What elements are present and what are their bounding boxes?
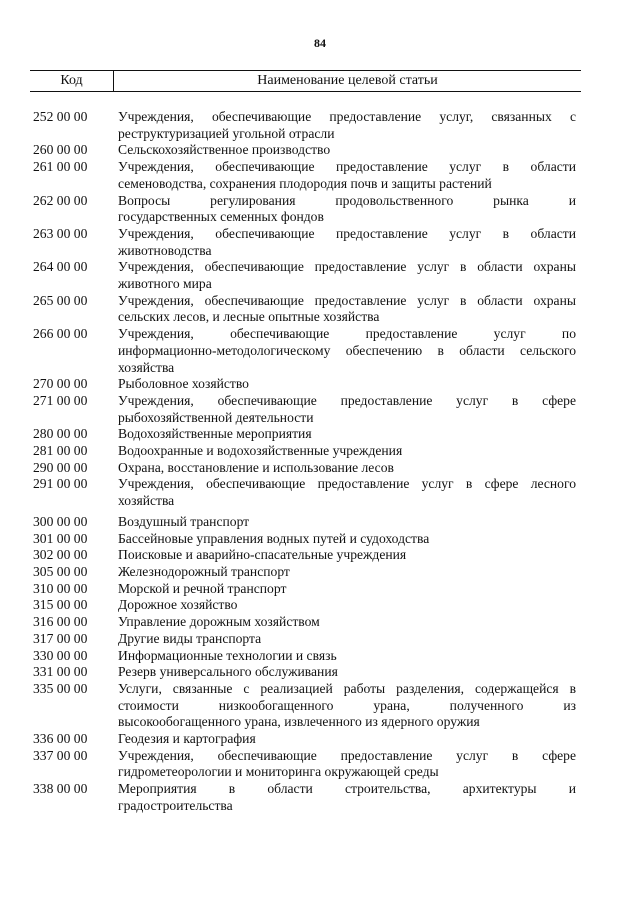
row-code: 290 00 00 (33, 459, 88, 475)
row-name-line: Бассейновые управления водных путей и судоходства (118, 530, 430, 546)
table-row (33, 781, 576, 814)
row-code: 263 00 00 (33, 225, 88, 241)
row-code: 331 00 00 (33, 664, 88, 680)
row-code: 261 00 00 (33, 159, 88, 175)
row-name-line: Дорожное хозяйство (118, 597, 238, 613)
row-name (118, 460, 576, 477)
row-name-line: Учреждения, обеспечивающие предоставление услуг в области охраны (118, 292, 576, 308)
table-row (33, 597, 576, 614)
row-name-line: Мероприятия в области строительства, архитектуры и (118, 781, 576, 797)
row-name (118, 664, 576, 681)
row-name (118, 748, 576, 781)
table-row (33, 109, 576, 142)
row-name-line: Вопросы регулирования продовольственного рынка и (118, 192, 576, 208)
table-row (33, 293, 576, 326)
row-code: 270 00 00 (33, 376, 88, 392)
table-row (33, 226, 576, 259)
row-code: 330 00 00 (33, 647, 88, 663)
table-row (33, 426, 576, 443)
row-name-line: Рыболовное хозяйство (118, 376, 249, 392)
row-code: 338 00 00 (33, 781, 88, 797)
row-code: 280 00 00 (33, 426, 88, 442)
row-name (118, 547, 576, 564)
table-row (33, 581, 576, 598)
row-code: 305 00 00 (33, 563, 88, 579)
row-code: 266 00 00 (33, 326, 88, 342)
row-name-line: Учреждения, обеспечивающие предоставление услуг в сфере лесного (118, 476, 576, 492)
row-name (118, 376, 576, 393)
row-name-line: градостроительства (118, 797, 233, 813)
row-name-line: животного мира (118, 276, 212, 292)
row-name-line: Учреждения, обеспечивающие предоставление услуг в сфере (118, 392, 576, 408)
page-number: 84 (314, 36, 326, 50)
row-code: 336 00 00 (33, 731, 88, 747)
row-name-line: рыбохозяйственной деятельности (118, 409, 314, 425)
row-name-line: Другие виды транспорта (118, 630, 262, 646)
row-name-line: государственных семенных фондов (118, 209, 324, 225)
row-code: 252 00 00 (33, 109, 88, 124)
row-name-line: высокообогащенного урана, извлеченного из ядерного оружия (118, 714, 480, 730)
row-name (118, 597, 576, 614)
row-code: 260 00 00 (33, 142, 88, 158)
row-name-line: хозяйства (118, 493, 175, 509)
row-name (118, 443, 576, 460)
table-row (33, 393, 576, 426)
row-name-line: Учреждения, обеспечивающие предоставление услуг, связанных с (118, 109, 576, 124)
row-code: 264 00 00 (33, 259, 88, 275)
row-code: 262 00 00 (33, 192, 88, 208)
row-name-line: Резерв универсального обслуживания (118, 664, 338, 680)
row-name-line: животноводства (118, 242, 212, 258)
row-code: 337 00 00 (33, 747, 88, 763)
row-name-line: Информационные технологии и связь (118, 647, 337, 663)
table-row (33, 460, 576, 477)
row-name-line: гидрометеорологии и мониторинга окружающей среды (118, 764, 439, 780)
row-name-line: Сельскохозяйственное производство (118, 142, 331, 158)
table-row (33, 681, 576, 731)
row-name-line: семеноводства, сохранения плодородия почв и защиты растений (118, 175, 492, 191)
row-name-line: Воздушный транспорт (118, 513, 250, 529)
row-name (118, 426, 576, 443)
row-name (118, 564, 576, 581)
row-code: 335 00 00 (33, 680, 88, 696)
table-row (33, 376, 576, 393)
row-name-line: Учреждения, обеспечивающие предоставление услуг в области (118, 159, 576, 175)
table-row (33, 326, 576, 376)
row-code: 315 00 00 (33, 597, 88, 613)
row-name-line: Охрана, восстановление и использование лесов (118, 459, 394, 475)
row-name-line: реструктуризацией угольной отрасли (118, 125, 335, 141)
table-row (33, 159, 576, 192)
table-row (33, 664, 576, 681)
row-name (118, 648, 576, 665)
row-name (118, 142, 576, 159)
row-name-line: Учреждения, обеспечивающие предоставление услуг в сфере (118, 747, 576, 763)
table-row (33, 748, 576, 781)
row-code: 281 00 00 (33, 443, 88, 459)
row-name (118, 226, 576, 259)
row-name-line: Услуги, связанные с реализацией работы разделения, содержащейся в (118, 680, 576, 696)
row-name-line: Учреждения, обеспечивающие предоставление услуг по (118, 326, 576, 342)
row-name-line: сельских лесов, и лесные опытные хозяйства (118, 309, 380, 325)
row-name (118, 259, 576, 292)
column-header-name: Наименование целевой статьи (257, 73, 438, 88)
table-header (30, 70, 581, 92)
table-row (33, 514, 576, 531)
table-row (33, 631, 576, 648)
row-name (118, 581, 576, 598)
column-header-code: Код (30, 71, 114, 91)
row-name (118, 109, 576, 142)
row-name-line: информационно-методологическому обеспечению в области сельского (118, 342, 576, 358)
row-name-line: Водоохранные и водохозяйственные учреждения (118, 443, 403, 459)
row-code: 300 00 00 (33, 513, 88, 529)
row-name-line: стоимости низкообогащенного урана, полученного из (118, 697, 576, 713)
table-row (33, 142, 576, 159)
row-name (118, 781, 576, 814)
table-row (33, 193, 576, 226)
row-name (118, 393, 576, 426)
row-code: 265 00 00 (33, 292, 88, 308)
row-name (118, 326, 576, 376)
table-row (33, 443, 576, 460)
table-row (33, 476, 576, 509)
row-name-line: хозяйства (118, 359, 175, 375)
row-name (118, 476, 576, 509)
table-row (33, 564, 576, 581)
table-row (33, 648, 576, 665)
row-code: 291 00 00 (33, 476, 88, 492)
row-name (118, 293, 576, 326)
row-name-line: Морской и речной транспорт (118, 580, 287, 596)
row-name (118, 514, 576, 531)
row-name-line: Управление дорожным хозяйством (118, 614, 320, 630)
target-article-list (33, 109, 576, 815)
row-name-line: Железнодорожный транспорт (118, 563, 290, 579)
row-code: 316 00 00 (33, 614, 88, 630)
row-name (118, 531, 576, 548)
table-row (33, 259, 576, 292)
row-code: 301 00 00 (33, 530, 88, 546)
table-row (33, 614, 576, 631)
row-name (118, 631, 576, 648)
row-code: 317 00 00 (33, 630, 88, 646)
row-name (118, 159, 576, 192)
row-name-line: Поисковые и аварийно-спасательные учреждения (118, 547, 407, 563)
row-name (118, 681, 576, 731)
row-name-line: Геодезия и картография (118, 731, 256, 747)
row-code: 271 00 00 (33, 392, 88, 408)
row-name-line: Водохозяйственные мероприятия (118, 426, 312, 442)
row-name (118, 614, 576, 631)
row-name-line: Учреждения, обеспечивающие предоставление услуг в области охраны (118, 259, 576, 275)
table-row (33, 547, 576, 564)
table-row (33, 531, 576, 548)
row-name (118, 731, 576, 748)
row-name-line: Учреждения, обеспечивающие предоставление услуг в области (118, 225, 576, 241)
row-code: 302 00 00 (33, 547, 88, 563)
row-code: 310 00 00 (33, 580, 88, 596)
table-row (33, 731, 576, 748)
row-name (118, 193, 576, 226)
